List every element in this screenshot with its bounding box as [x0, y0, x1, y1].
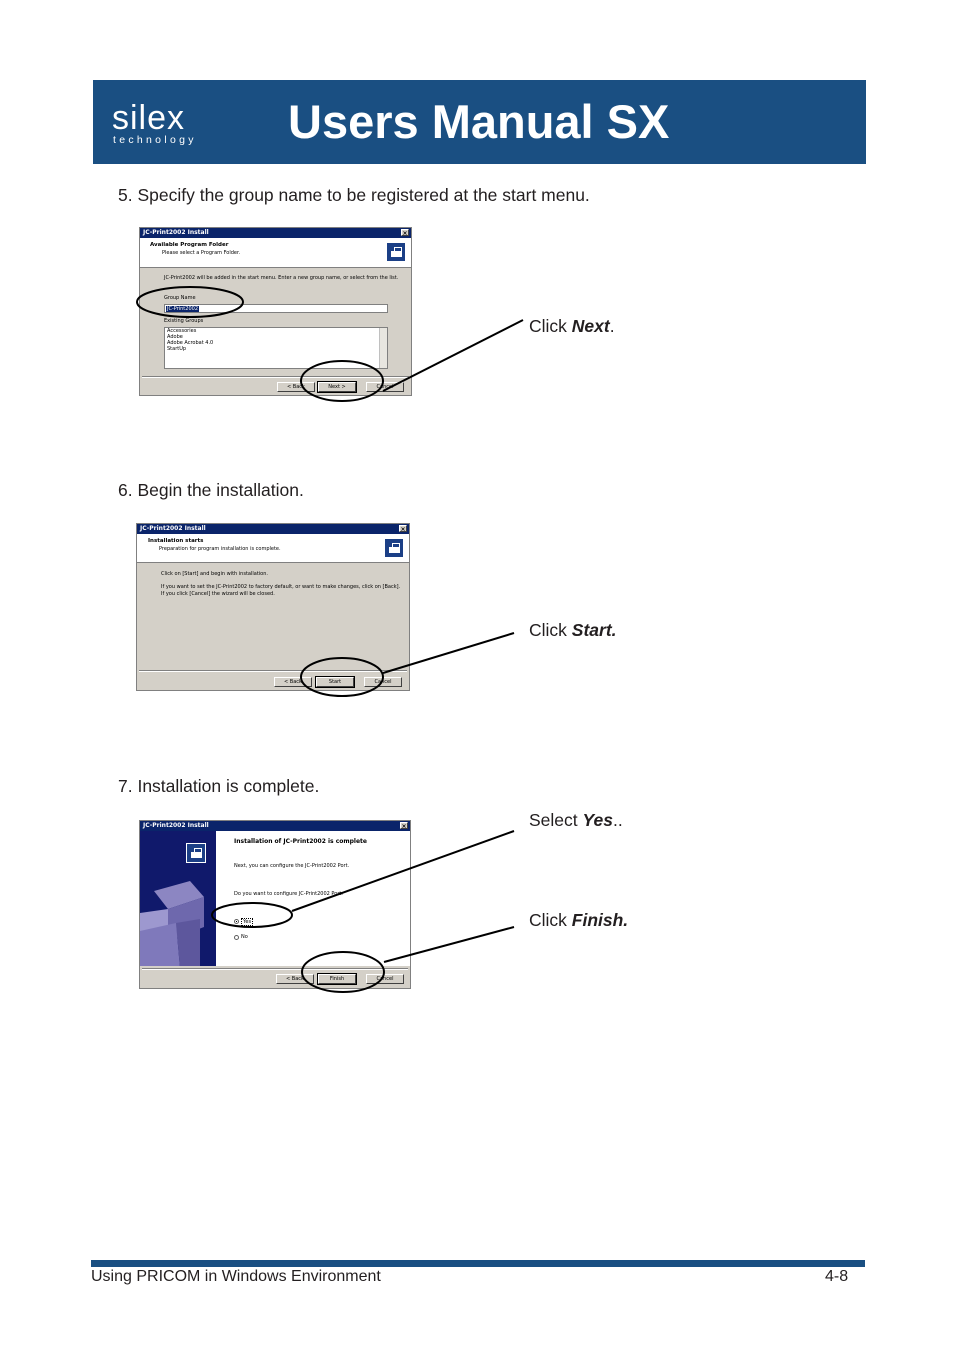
dialog-window-title: JC-Print2002 Install: [140, 525, 206, 532]
callout-prefix: Click: [529, 620, 572, 640]
installer-icon: [384, 538, 404, 558]
no-radio[interactable]: [234, 935, 239, 940]
dialog-separator: [142, 968, 408, 970]
dialog-line-1: Next, you can configure the JC-Print2002 Port.: [234, 863, 350, 869]
back-button[interactable]: < Back: [276, 974, 314, 984]
cancel-button[interactable]: Cancel: [364, 677, 402, 687]
dialog-separator: [139, 670, 407, 672]
printer-illustration-icon: [140, 831, 216, 966]
dialog-body: JC-Print2002 will be added in the start menu. Enter a new group name, or select from the list.: [164, 275, 399, 281]
step-5-text: 5. Specify the group name to be registered at the start menu.: [118, 185, 590, 205]
dialog-separator: [142, 376, 409, 378]
close-icon[interactable]: ×: [401, 823, 407, 830]
callout-start: [529, 619, 617, 641]
close-icon[interactable]: ×: [402, 230, 408, 237]
dialog-content-panel: [216, 831, 410, 966]
callout-prefix: Select: [529, 810, 583, 830]
dialog-program-folder: [139, 227, 412, 396]
list-item[interactable]: Adobe Acrobat 4.0: [167, 340, 214, 346]
callout-finish: [529, 909, 628, 931]
existing-groups-label: Existing Groups: [164, 318, 204, 324]
callout-bold: Finish.: [571, 910, 629, 930]
cancel-button[interactable]: Cancel: [366, 382, 404, 392]
yes-radio[interactable]: [234, 919, 239, 924]
dialog-installation-complete: [139, 820, 411, 989]
wizard-side-banner: [140, 831, 216, 966]
list-item[interactable]: Accessories: [167, 328, 197, 334]
dialog-titlebar: [137, 524, 409, 534]
callout-bold: Yes: [582, 810, 613, 830]
silex-logo-tagline: technology: [113, 134, 197, 146]
dialog-header: [140, 238, 411, 268]
dialog-titlebar: [140, 228, 411, 238]
callout-prefix: Click: [529, 316, 572, 336]
back-button[interactable]: < Back: [274, 677, 312, 687]
dialog-subheading: Preparation for program installation is complete.: [159, 546, 281, 552]
start-button[interactable]: Start: [316, 677, 354, 687]
dialog-installation-starts: [136, 523, 410, 691]
dialog-window-title: JC-Print2002 Install: [143, 822, 209, 829]
callout-yes: [529, 809, 623, 831]
list-item[interactable]: Adobe: [167, 334, 183, 340]
step-6-text: 6. Begin the installation.: [118, 480, 304, 500]
dialog-window-title: JC-Print2002 Install: [143, 229, 209, 236]
dialog-body-2: If you want to set the JC-Print2002 to factory default, or want to make changes, click on [Back]. If you click [Cancel] the wizard will be closed.: [161, 584, 401, 597]
dialog-line-2: Do you want to configure JC-Print2002 Port.: [234, 891, 343, 897]
dialog-heading: Installation of JC-Print2002 is complete: [234, 838, 367, 845]
callout-suffix: ..: [613, 810, 623, 830]
cancel-button[interactable]: Cancel: [366, 974, 404, 984]
dialog-titlebar: [140, 821, 410, 831]
list-item[interactable]: StartUp: [167, 346, 187, 352]
silex-logo: silex: [112, 99, 186, 137]
callout-suffix: .: [609, 316, 615, 336]
page-title: Users Manual SX: [288, 95, 670, 148]
dialog-body-1: Click on [Start] and begin with installation.: [161, 571, 268, 577]
back-button[interactable]: < Back: [277, 382, 315, 392]
yes-label[interactable]: Yes: [243, 919, 252, 925]
existing-groups-list[interactable]: [164, 327, 388, 369]
installer-icon: [386, 242, 406, 262]
finish-button[interactable]: Finish: [318, 974, 356, 984]
dialog-heading: Installation starts: [148, 538, 204, 544]
dialog-header: [137, 534, 409, 563]
no-label[interactable]: No: [241, 934, 248, 940]
group-name-label: Group Name: [164, 295, 196, 301]
callout-next: [529, 315, 615, 337]
footer-rule: [91, 1260, 865, 1267]
step-7-text: 7. Installation is complete.: [118, 776, 320, 796]
close-icon[interactable]: ×: [400, 526, 406, 533]
callout-prefix: Click: [529, 910, 572, 930]
page-number: 4-8: [825, 1268, 849, 1285]
group-name-input[interactable]: [164, 304, 388, 313]
list-scrollbar[interactable]: [379, 328, 387, 368]
dialog-subheading: Please select a Program Folder.: [162, 250, 241, 256]
existing-groups-items: [165, 328, 387, 352]
group-name-value: JC-Print2002: [167, 306, 198, 312]
next-button[interactable]: Next >: [318, 382, 356, 392]
footer-section-title: Using PRICOM in Windows Environment: [91, 1268, 381, 1285]
callout-bold: Start.: [571, 620, 617, 640]
callout-bold: Next: [571, 316, 610, 336]
dialog-heading: Available Program Folder: [150, 242, 229, 248]
